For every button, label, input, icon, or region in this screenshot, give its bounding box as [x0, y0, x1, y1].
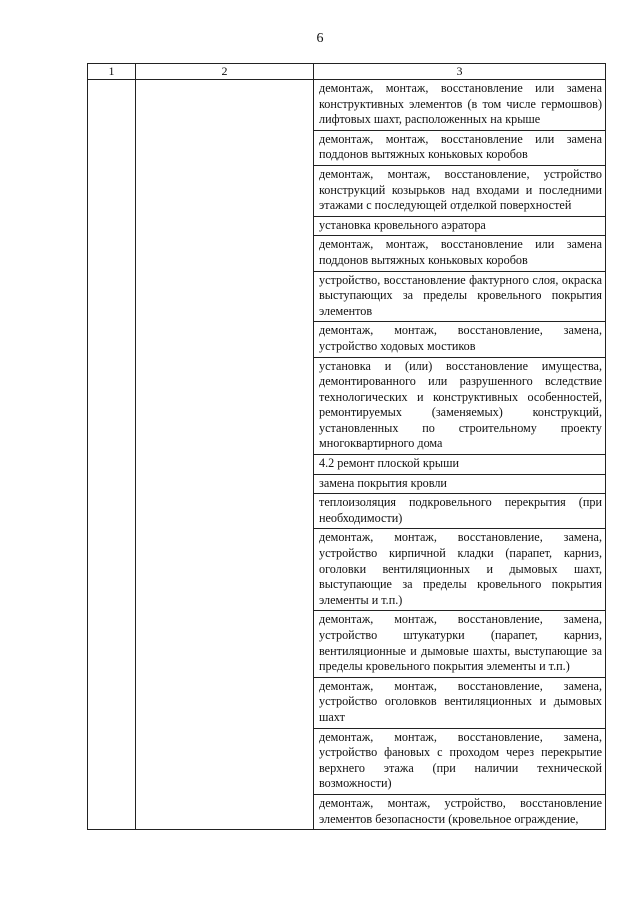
table-row: демонтаж, монтаж, устройство, восстановление элементов безопасности (кровельное ограждение,	[314, 794, 605, 829]
table-row: замена покрытия кровли	[314, 474, 605, 494]
table-row: демонтаж, монтаж, восстановление, замена, устройство фановых с проходом через перекрытие верхнего этажа (при наличии технической возможности)	[314, 728, 605, 794]
column-header-1: 1	[88, 64, 136, 80]
page-number: 6	[316, 31, 324, 46]
table-header-row	[88, 64, 606, 80]
section-heading-row: 4.2 ремонт плоской крыши	[314, 454, 605, 474]
column-header-3: 3	[314, 64, 606, 80]
table-row: установка кровельного аэратора	[314, 216, 605, 236]
table-row: устройство, восстановление фактурного слоя, окраска выступающих за пределы кровельного покрытия элементов	[314, 271, 605, 322]
table-row: демонтаж, монтаж, восстановление, устройство конструкций козырьков над входами и последними этажами с последующей отделкой поверхностей	[314, 165, 605, 216]
work-items-list	[314, 80, 605, 829]
column-header-2: 2	[136, 64, 314, 80]
table-row: демонтаж, монтаж, восстановление, замена, устройство штукатурки (парапет, карниз, вентиляционные и дымовые шахты, выступающие за пределы кровельного покрытия элементы и т.п.)	[314, 610, 605, 676]
table-body-row	[88, 80, 606, 830]
table-row: демонтаж, монтаж, восстановление или замена конструктивных элементов (в том числе гермошвов) лифтовых шахт, расположенных на крыше	[319, 81, 602, 127]
table-row: установка и (или) восстановление имущества, демонтированного или разрушенного вследствие технологических и конструктивных особенностей, ремонтируемых (заменяемых) конструкций, установленных по строительному проекту многоквартирного дома	[314, 357, 605, 455]
table-row: демонтаж, монтаж, восстановление или замена поддонов вытяжных коньковых коробов	[314, 130, 605, 165]
table-row: демонтаж, монтаж, восстановление, замена, устройство ходовых мостиков	[314, 321, 605, 356]
table-row: демонтаж, монтаж, восстановление, замена, устройство кирпичной кладки (парапет, карниз, оголовки вентиляционных и дымовых шахт, выступающие за пределы кровельного покрытия элементы и т.п.)	[314, 528, 605, 610]
column-3-cell	[314, 80, 606, 830]
table-row: демонтаж, монтаж, восстановление, замена, устройство оголовков вентиляционных и дымовых шахт	[314, 677, 605, 728]
table-row: теплоизоляция подкровельного перекрытия (при необходимости)	[314, 493, 605, 528]
works-table	[87, 63, 606, 830]
column-2-cell	[136, 80, 314, 830]
column-1-cell	[88, 80, 136, 830]
table-row: демонтаж, монтаж, восстановление или замена поддонов вытяжных коньковых коробов	[314, 235, 605, 270]
